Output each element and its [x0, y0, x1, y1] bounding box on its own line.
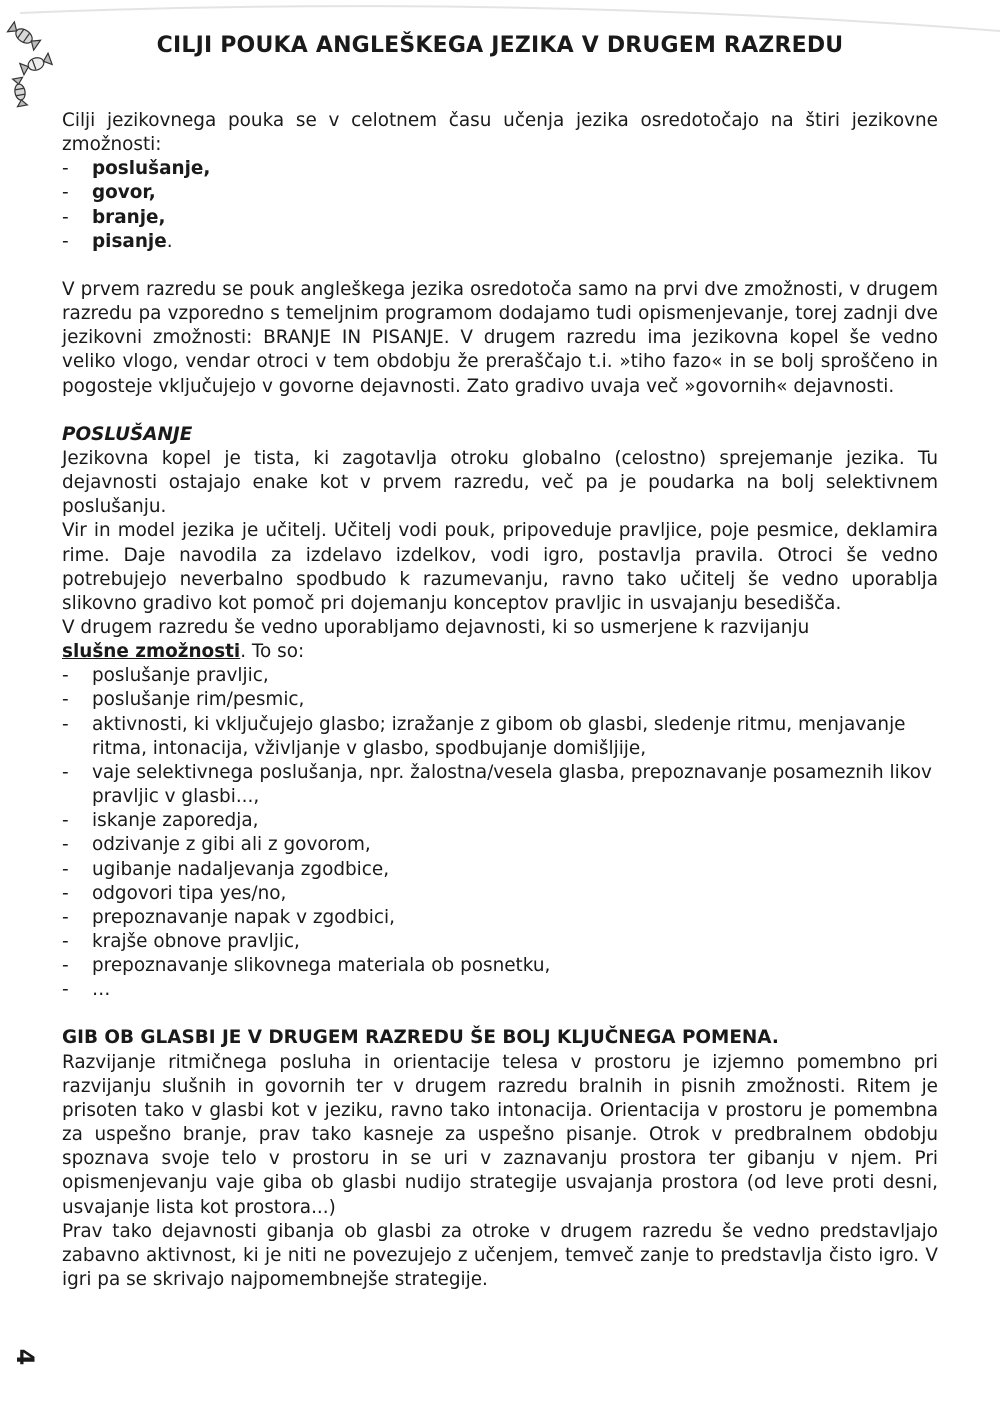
list-item: - ugibanje nadaljevanja zgodbice,	[62, 858, 938, 882]
list-item: - pisanje.	[62, 230, 938, 254]
intro-paragraph: Cilji jezikovnega pouka se v celotnem času učenja jezika osredotočajo na štiri jezikovne zmožnosti:	[62, 110, 938, 156]
movement-paragraph: Razvijanje ritmičnega posluha in orientacije telesa v prostoru je izjemno pomembno pri razvijanju slušnih in govornih ter v drugem razredu bralnih in pisnih zmožnosti. Ritem je prisoten tako v glasbi kot v jeziku, ravno tako intonacija. Orientacija v prostoru je pomembna za uspešno branje, prav tako kasneje za uspešno pisanje. Otrok v predbralnem obdobju spoznava svoje telo v prostoru in se uri v zaznavanju prostora ter gibanju v njem. Pri opismenjevanju vaje giba ob glasbi nudijo strategije usvajanja prostora (od leve proti desni, usvajanje lista kot prostora...)	[62, 1051, 938, 1218]
section-heading-movement: GIB OB GLASBI JE V DRUGEM RAZREDU ŠE BOLJ KLJUČNEGA POMENA.	[62, 1027, 779, 1049]
list-item: - prepoznavanje napak v zgodbici,	[62, 906, 938, 930]
list-item: - poslušanje pravljic,	[62, 664, 938, 688]
emphasis-text: slušne zmožnosti	[62, 641, 241, 663]
grade-paragraph: V prvem razredu se pouk angleškega jezika osredotoča samo na prvi dve zmožnosti, v drugem razredu pa vzporedno s temeljnim programom dodajamo tudi opismenjevanje, torej zadnji dve jezikovni zmožnosti: BRANJE IN PISANJE. V drugem razredu ima jezikovna kopel še vedno veliko vlogo, vendar otroci v tem obdobju že preraščajo t.i. »tiho fazo« in se bolj sproščeno in pogosteje vključujejo v govorne dejavnosti. Zato gradivo uvaja več »govornih« dejavnosti.	[62, 278, 938, 397]
page-title: CILJI POUKA ANGLEŠKEGA JEZIKA V DRUGEM RAZREDU	[156, 33, 844, 58]
listening-paragraph: Jezikovna kopel je tista, ki zagotavlja otroku globalno (celostno) sprejemanje jezika. Tu dejavnosti ostajajo enake kot v prvem razredu, več pa je poudarka na bolj selektivnem poslušanju.	[62, 447, 938, 518]
list-item: - aktivnosti, ki vključujejo glasbo; izražanje z gibom ob glasbi, sledenje ritmu, menjavanje ritma, intonacija, vživljanje v glasbo, spodbujanje domišljije,	[62, 713, 938, 761]
list-item: - …	[62, 978, 938, 1002]
list-item: - odzivanje z gibi ali z govorom,	[62, 833, 938, 857]
list-item: - krajše obnove pravljic,	[62, 930, 938, 954]
list-item: - poslušanje rim/pesmic,	[62, 688, 938, 712]
movement-paragraph: Prav tako dejavnosti gibanja ob glasbi za otroke v drugem razredu še vedno predstavljajo zabavno aktivnost, ki je niti ne povezujejo z učenjem, temveč zanje to predstavlja čisto igro. V igri pa se skrivajo najpomembnejše strategije.	[62, 1220, 938, 1291]
activities-list	[62, 664, 938, 1002]
list-item: - odgovori tipa yes/no,	[62, 882, 938, 906]
page-body	[62, 109, 938, 1292]
list-item: - vaje selektivnega poslušanja, npr. žalostna/vesela glasba, prepoznavanje posameznih likov pravljic v glasbi...,	[62, 761, 938, 809]
listening-paragraph: Vir in model jezika je učitelj. Učitelj vodi pouk, pripoveduje pravljice, poje pesmice, deklamira rime. Daje navodila za izdelavo izdelkov, vodi igro, postavlja pravila. Otroci še vedno potrebujejo neverbalno spodbudo k razumevanju, ravno tako učitelj še vedno uporablja slikovno gradivo kot pomoč pri dojemanju konceptov pravljic in usvajanju besedišča.	[62, 520, 938, 614]
page-number: 4	[11, 1348, 39, 1366]
list-item: - govor,	[62, 181, 938, 205]
list-item: - prepoznavanje slikovnega materiala ob posnetku,	[62, 954, 938, 978]
listening-paragraph: V drugem razredu še vedno uporabljamo dejavnosti, ki so usmerjene k razvijanju slušne zmožnosti. To so:	[62, 616, 810, 663]
list-item: - iskanje zaporedja,	[62, 809, 938, 833]
section-heading-listening: POSLUŠANJE	[62, 423, 193, 445]
skills-list	[62, 157, 938, 254]
list-item: - poslušanje,	[62, 157, 938, 181]
list-item: - branje,	[62, 206, 938, 230]
